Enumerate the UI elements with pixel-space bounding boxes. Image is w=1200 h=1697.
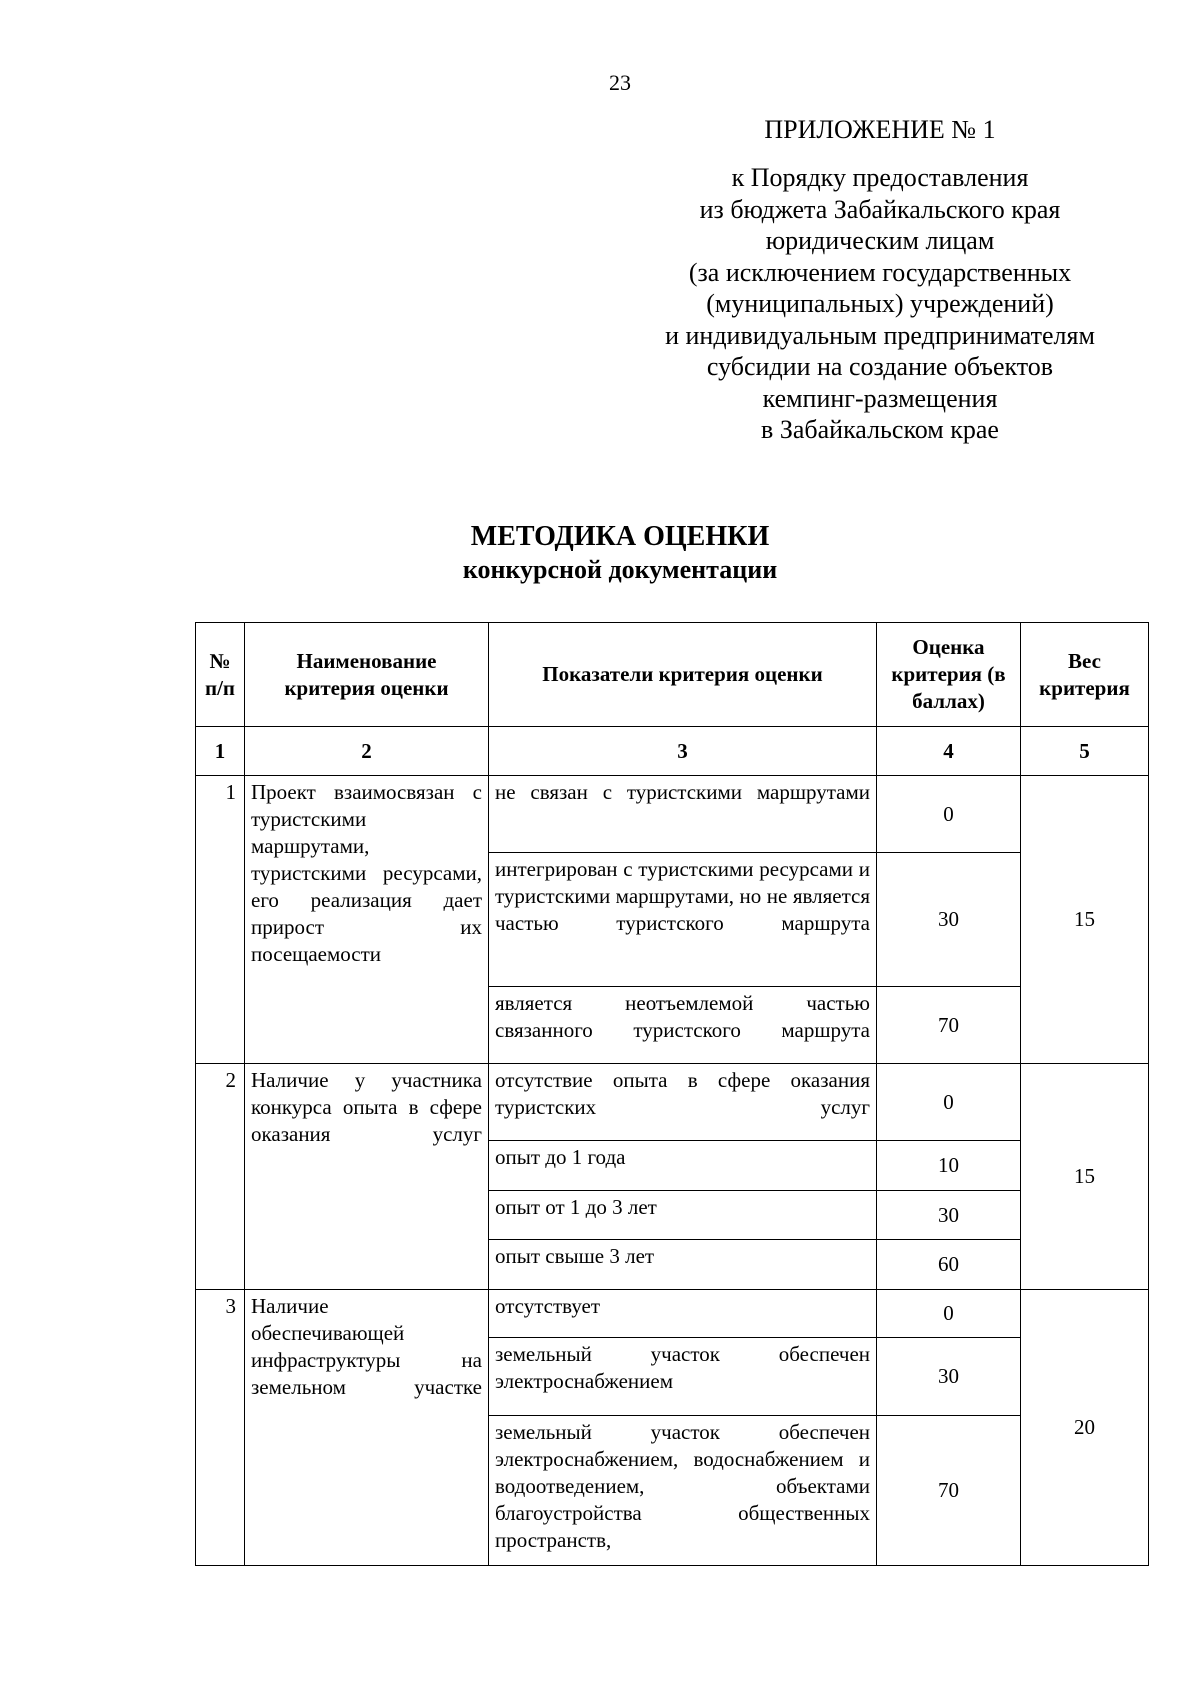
criterion-weight: 15 — [1021, 776, 1149, 1064]
header-weight: Вес критерия — [1021, 623, 1149, 727]
indicator-score: 0 — [877, 776, 1021, 853]
column-number: 2 — [245, 727, 489, 776]
appendix-line: (муниципальных) учреждений) — [706, 289, 1054, 318]
indicator-score: 0 — [877, 1290, 1021, 1338]
appendix-reference — [600, 162, 1160, 446]
table-header-row — [196, 623, 1149, 727]
criterion-name: Наличие у участника конкурса опыта в сфере оказания услуг — [245, 1064, 489, 1290]
appendix-line: субсидии на создание объектов — [706, 352, 1054, 381]
criterion-number: 1 — [196, 776, 245, 1064]
header-criterion-name: Наименование критерия оценки — [245, 623, 489, 727]
criteria-table — [195, 622, 1149, 1566]
criterion-name: Проект взаимосвязан с туристскими маршрутами, туристскими ресурсами, его реализация дает прирост их посещаемости — [245, 776, 489, 1064]
column-number: 3 — [489, 727, 877, 776]
appendix-line: кемпинг-размещения — [762, 383, 998, 413]
table-row — [196, 776, 1149, 853]
table-row — [196, 1290, 1149, 1338]
column-numbers-row — [196, 727, 1149, 776]
indicator-text: отсутствует — [489, 1290, 877, 1338]
criterion-number: 2 — [196, 1064, 245, 1290]
page-number: 23 — [609, 70, 631, 95]
header-score: Оценка критерия (в баллах) — [877, 623, 1021, 727]
indicator-text: опыт до 1 года — [489, 1141, 877, 1191]
indicator-text: земельный участок обеспечен электроснабжением — [489, 1338, 877, 1416]
indicator-score: 30 — [877, 853, 1021, 987]
indicator-text: отсутствие опыта в сфере оказания туристских услуг — [489, 1064, 877, 1141]
appendix-line: и индивидуальным предпринимателям — [665, 320, 1095, 350]
table-row — [196, 1064, 1149, 1141]
indicator-text: является неотъемлемой частью связанного туристского маршрута — [489, 987, 877, 1064]
indicator-score: 10 — [877, 1141, 1021, 1191]
criterion-number: 3 — [196, 1290, 245, 1566]
indicator-text: земельный участок обеспечен электроснабжением, водоснабжением и водоотведением, объектами благоустройства общественных пространств, — [489, 1416, 877, 1566]
document-title-sub: конкурсной документации — [462, 555, 778, 584]
indicator-text: не связан с туристскими маршрутами — [489, 776, 877, 853]
column-number: 1 — [196, 727, 245, 776]
indicator-score: 30 — [877, 1191, 1021, 1240]
indicator-text: опыт от 1 до 3 лет — [489, 1191, 877, 1240]
appendix-line: юридическим лицам — [765, 226, 995, 255]
appendix-title: ПРИЛОЖЕНИЕ № 1 — [764, 115, 996, 144]
document-title — [0, 520, 1200, 586]
column-number: 5 — [1021, 727, 1149, 776]
indicator-score: 0 — [877, 1064, 1021, 1141]
header-num: № п/п — [196, 623, 245, 727]
indicator-score: 70 — [877, 987, 1021, 1064]
indicator-score: 30 — [877, 1338, 1021, 1416]
indicator-score: 70 — [877, 1416, 1021, 1566]
criterion-weight: 15 — [1021, 1064, 1149, 1290]
criterion-name: Наличие обеспечивающей инфраструктуры на земельном участке — [245, 1290, 489, 1566]
document-title-main: МЕТОДИКА ОЦЕНКИ — [470, 521, 770, 552]
indicator-score: 60 — [877, 1240, 1021, 1290]
criterion-weight: 20 — [1021, 1290, 1149, 1566]
column-number: 4 — [877, 727, 1021, 776]
appendix-line: (за исключением государственных — [688, 257, 1072, 287]
header-indicators: Показатели критерия оценки — [489, 623, 877, 727]
indicator-text: опыт свыше 3 лет — [489, 1240, 877, 1290]
indicator-text: интегрирован с туристскими ресурсами и туристскими маршрутами, но не является частью туристского маршрута — [489, 853, 877, 987]
appendix-line: в Забайкальском крае — [761, 415, 999, 444]
appendix-line: из бюджета Забайкальского края — [699, 194, 1061, 224]
appendix-line: к Порядку предоставления — [731, 163, 1029, 192]
